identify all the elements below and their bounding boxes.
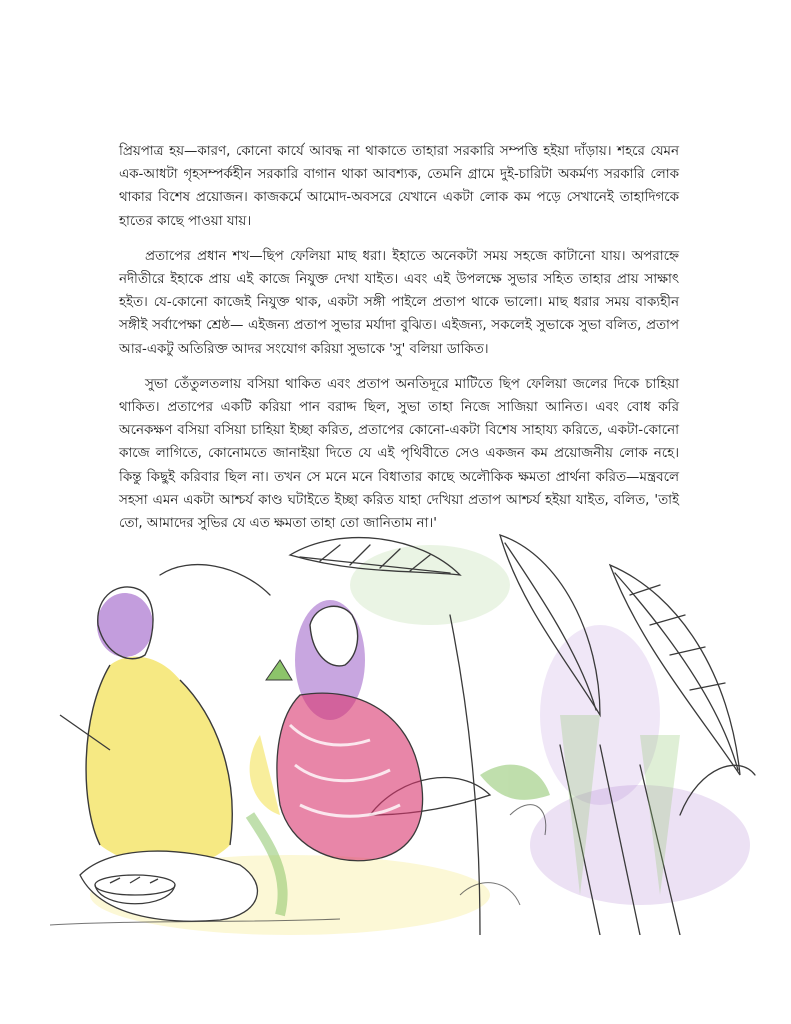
paragraph-3: সুভা তেঁতুলতলায় বসিয়া থাকিত এবং প্রতাপ অনতিদূরে মাটিতে ছিপ ফেলিয়া জলের দিকে চাহিয়া থাকিত। প্রতাপের একটি করিয়া পান বরাদ্দ ছিল, সুভা তাহা নিজে সাজিয়া আনিত। এবং বোধ করি অনেকক্ষণ বসিয়া বসিয়া চাহিয়া ইচ্ছা করিত, প্রতাপের কোনো-একটা বিশেষ সাহায্য করিতে, একটা-কোনো কাজে লাগিতে, কোনোমতে জানাইয়া দিতে যে এই পৃথিবীতে সেও একজন কম প্রয়োজনীয় লোক নহে। কিন্তু কিছুই করিবার ছিল না। তখন সে মনে মনে বিধাতার কাছে অলৌকিক ক্ষমতা প্রার্থনা করিত—মন্ত্রবলে সহসা এমন একটা আশ্চর্য কাণ্ড ঘটাইতে ইচ্ছা করিত যাহা দেখিয়া প্রতাপ আশ্চর্য হইয়া যাইত, বলিত, 'তাই তো, আমাদের সুভির যে এত ক্ষমতা তাহা তো জানিতাম না।' xyxy=(119,376,679,532)
background-wash-green xyxy=(350,545,510,625)
paragraph-1: প্রিয়পাত্র হয়—কারণ, কোনো কার্যে আবদ্ধ না থাকাতে তাহারা সরকারি সম্পত্তি হইয়া দাঁড়ায়। শহরে যেমন এক-আধটা গৃহসম্পর্কহীন সরকারি বাগান থাকা আবশ্যক, তেমনি গ্রামে দুই-চারিটা অকর্মণ্য সরকারি লোক থাকার বিশেষ প্রয়োজন। কাজকর্মে আমোদ-অবসরে যেখানে একটা লোক কম পড়ে সেখানেই তাহাদিগকে হাতের কাছে পাওয়া যায়। xyxy=(119,144,679,229)
story-illustration xyxy=(40,515,760,935)
paragraph-2: প্রতাপের প্রধান শখ—ছিপ ফেলিয়া মাছ ধরা। ইহাতে অনেকটা সময় সহজে কাটানো যায়। অপরাহ্নে নদীতীরে ইহাকে প্রায় এই কাজে নিযুক্ত দেখা যাইত। এবং এই উপলক্ষে সুভার সহিত তাহার প্রায় সাক্ষাৎ হইত। যে-কোনো কাজেই নিযুক্ত থাক, একটা সঙ্গী পাইলে প্রতাপ থাকে ভালো। মাছ ধরার সময় বাক্যহীন সঙ্গীই সর্বাপেক্ষা শ্রেষ্ঠ— এইজন্য প্রতাপ সুভার মর্যাদা বুঝিত। এইজন্য, সকলেই সুভাকে সুভা বলিত, প্রতাপ আর-একটু অতিরিক্ত আদর সংযোগ করিয়া সুভাকে 'সু' বলিয়া ডাকিত। xyxy=(119,248,679,357)
woman-figure xyxy=(250,600,423,861)
background-wash-lilac xyxy=(530,785,750,905)
illustration-drawing xyxy=(40,515,760,935)
man-figure xyxy=(60,587,257,921)
story-text xyxy=(119,140,679,547)
